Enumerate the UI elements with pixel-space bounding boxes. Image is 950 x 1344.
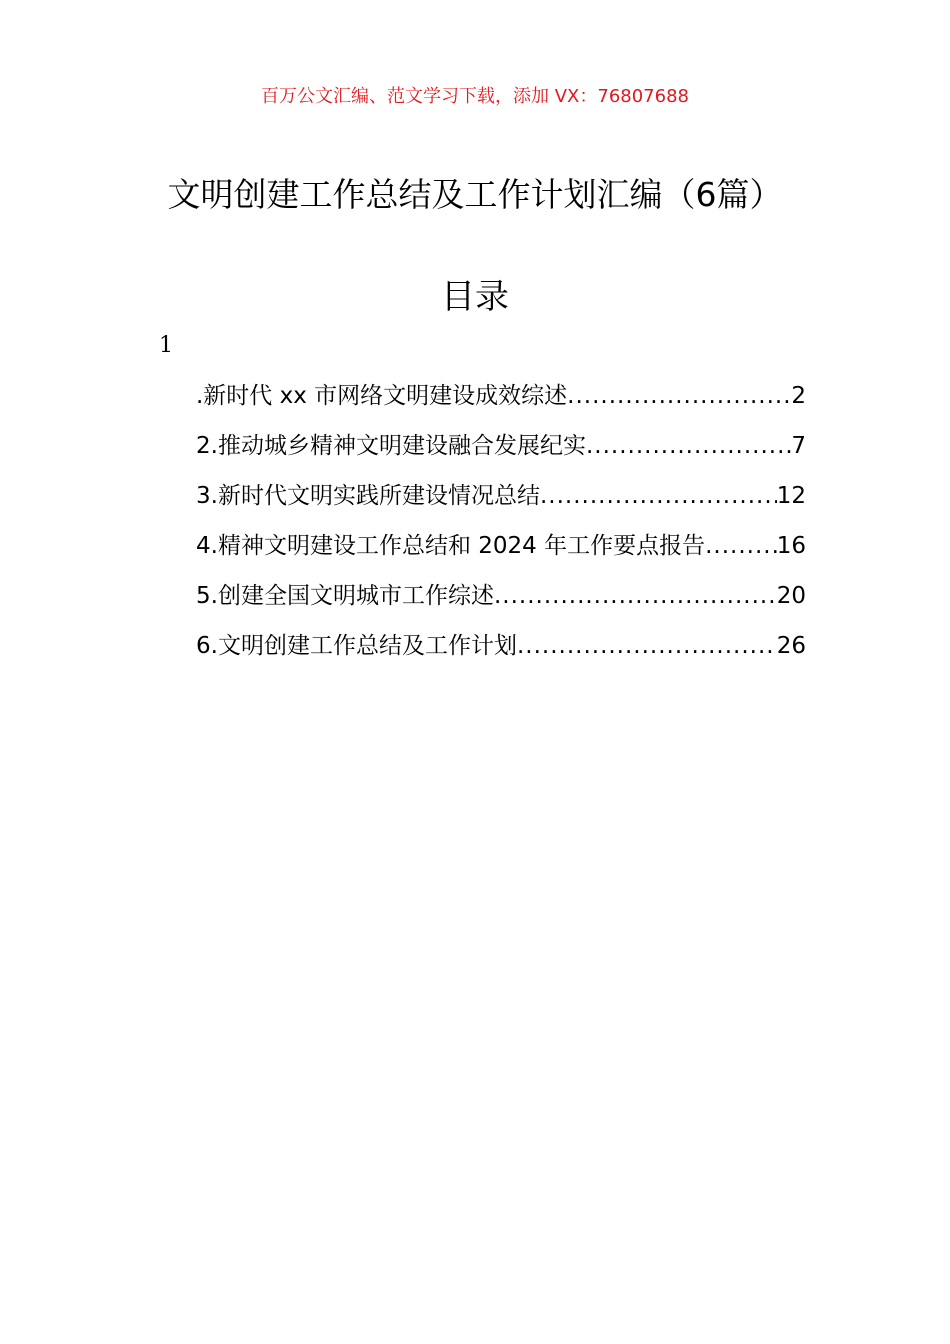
- toc-entry-title: .新时代 xx 市网络文明建设成效综述: [196, 383, 568, 409]
- toc-entry-title: 6.文明创建工作总结及工作计划: [196, 633, 517, 659]
- toc-heading: 目录: [441, 277, 509, 317]
- toc-entry-page: 7: [791, 433, 806, 459]
- toc-entry-6[interactable]: [196, 628, 806, 678]
- promo-banner: 百万公文汇编、范文学习下载，添加 VX：76807688: [261, 86, 689, 107]
- toc-entry-4[interactable]: [196, 528, 806, 578]
- toc-entry-title: 5.创建全国文明城市工作综述: [196, 583, 494, 609]
- toc-leader-dots: [540, 478, 777, 514]
- list-number-fragment: 1: [159, 333, 173, 358]
- toc-entry-1[interactable]: [196, 378, 806, 428]
- toc-entry-title: 2.推动城乡精神文明建设融合发展纪实: [196, 433, 586, 459]
- toc-entry-title: 3.新时代文明实践所建设情况总结: [196, 483, 540, 509]
- toc-entry-2[interactable]: [196, 428, 806, 478]
- toc-entry-page: 20: [776, 583, 806, 609]
- toc-leader-dots: [586, 428, 791, 464]
- toc-entry-page: 2: [791, 383, 806, 409]
- toc-entry-5[interactable]: [196, 578, 806, 628]
- document-title: 文明创建工作总结及工作计划汇编（6篇）: [167, 175, 783, 214]
- toc-entry-title: 4.精神文明建设工作总结和 2024 年工作要点报告: [196, 533, 706, 559]
- toc-entry-page: 26: [776, 633, 806, 659]
- toc-entry-page: 12: [776, 483, 806, 509]
- toc-leader-dots: [567, 378, 791, 414]
- toc-entry-3[interactable]: [196, 478, 806, 528]
- toc-entry-page: 16: [776, 533, 806, 559]
- toc-leader-dots: [494, 578, 777, 614]
- table-of-contents: [196, 378, 806, 678]
- toc-leader-dots: [517, 628, 777, 664]
- toc-leader-dots: [705, 528, 777, 564]
